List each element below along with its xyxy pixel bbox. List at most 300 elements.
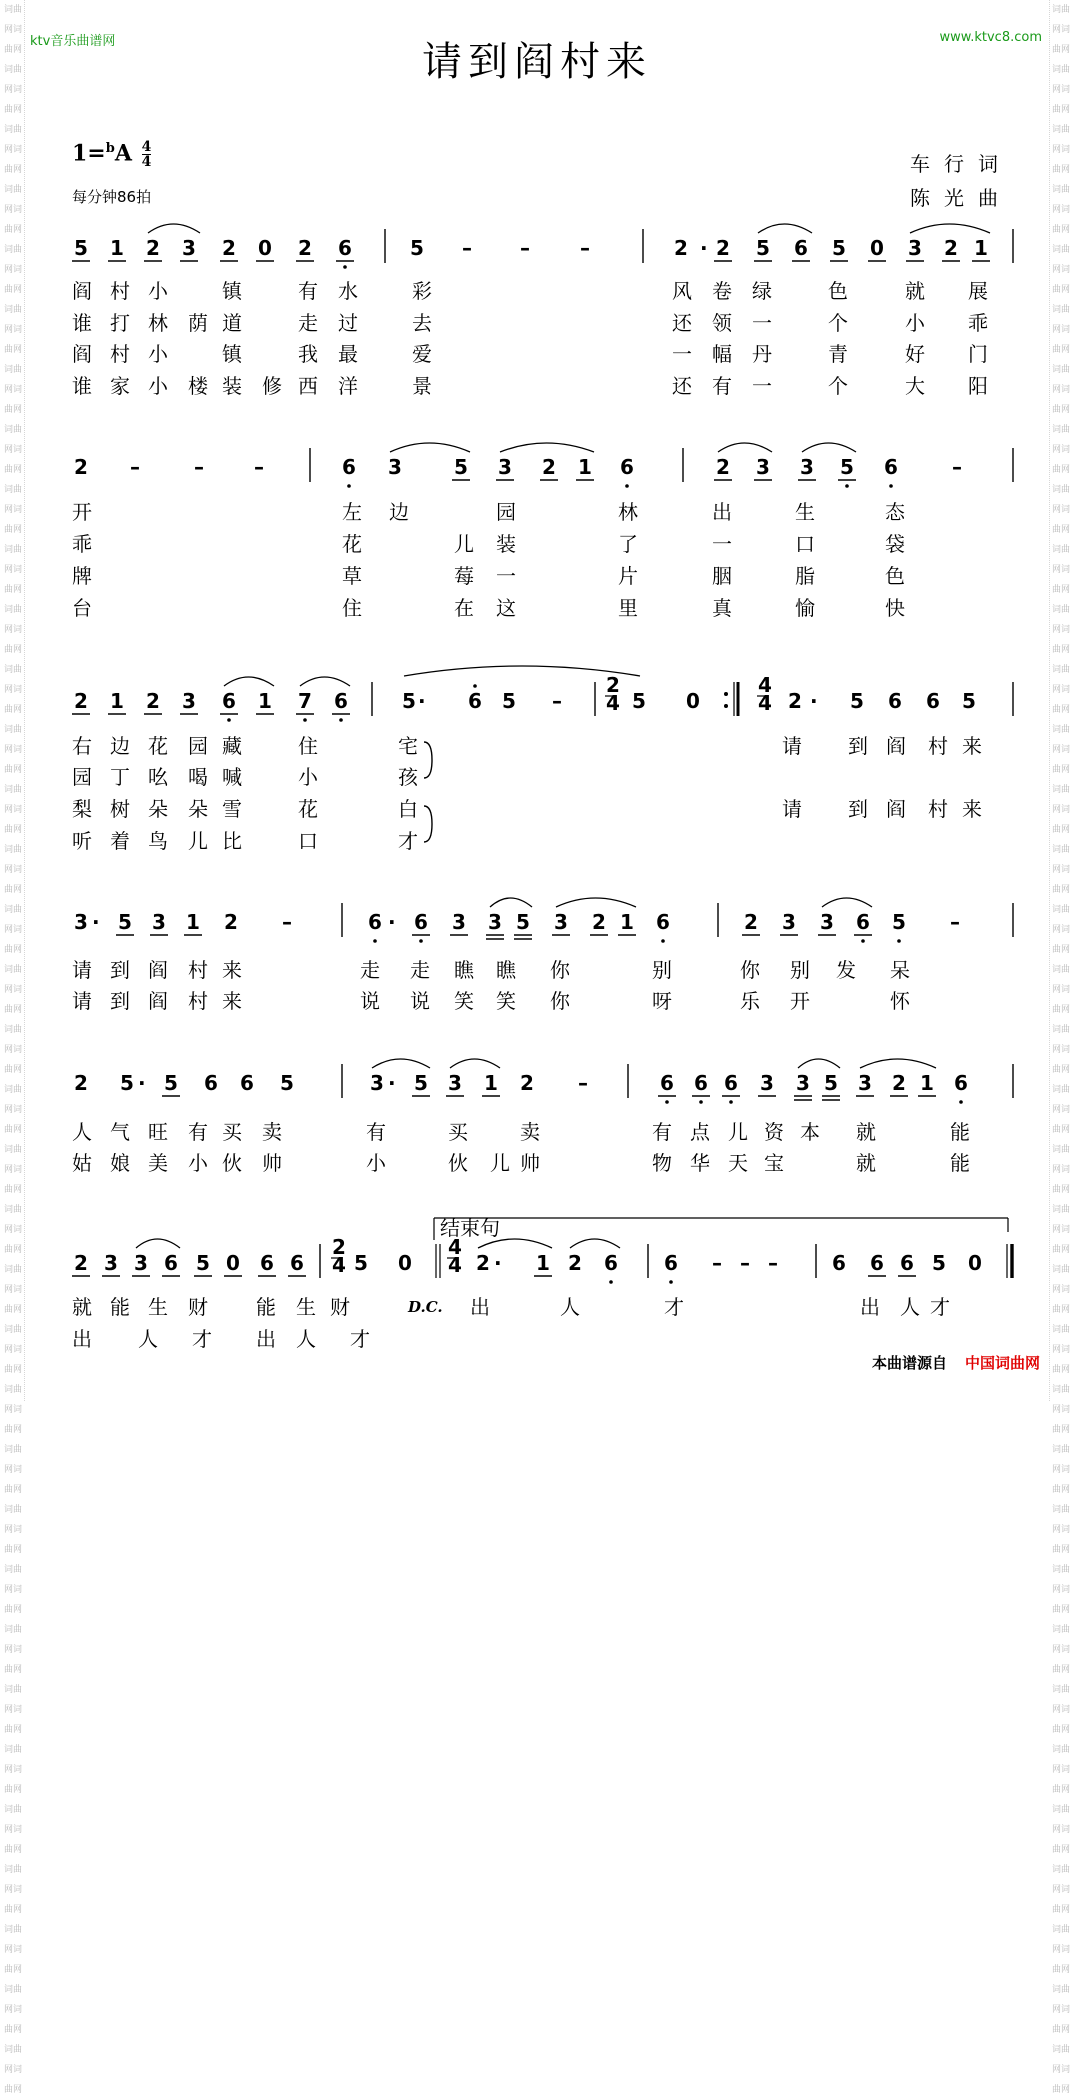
lyric-char: 喝 [188, 765, 208, 789]
note: 6 [900, 1251, 914, 1275]
lyrics-layer [72, 279, 988, 1351]
lyric-char: 朵 [148, 797, 168, 821]
lyric-char: 人 [900, 1295, 920, 1319]
lyric-char: 点 [690, 1120, 710, 1144]
lyric-char: 胭 [712, 564, 732, 588]
lyric-char: 装 [496, 532, 516, 556]
lyric-char: 才 [930, 1295, 950, 1319]
lyric-char: 阎 [72, 279, 92, 303]
lyric-char: 丹 [752, 342, 772, 366]
lyric-char: 瞧 [496, 958, 516, 982]
note: 6 [368, 910, 382, 934]
lyric-char: 口 [298, 829, 318, 853]
note: 2 [520, 1071, 534, 1095]
lyric-char: 谁 [72, 311, 92, 335]
lyric-char: 听 [72, 829, 92, 853]
lyric-char: 呀 [652, 989, 672, 1013]
lyric-char: 华 [690, 1151, 710, 1175]
lyric-char: 请 [72, 989, 92, 1013]
lyric-char: 打 [110, 311, 130, 335]
dash-rest: – [578, 1071, 588, 1095]
note: 3 [554, 910, 568, 934]
note: 5 [892, 910, 906, 934]
time-sig-change-top: 4 [448, 1235, 462, 1259]
lyricist-credit: 车行词 [910, 152, 1012, 176]
dash-rest: – [580, 236, 590, 260]
time-sig-bottom: 4 [141, 154, 152, 170]
lyric-char: 吆 [148, 765, 168, 789]
lyric-char: 发 [836, 958, 856, 982]
lyric-char: 林 [618, 500, 638, 524]
lyric-char: 片 [618, 564, 638, 588]
lyric-char: 花 [298, 797, 318, 821]
lyric-char: 水 [338, 279, 358, 303]
note: 3 [756, 455, 770, 479]
lyric-char: 莓 [454, 564, 474, 588]
octave-dot [729, 1100, 733, 1104]
repeat-dot [724, 704, 728, 708]
octave-dot [347, 484, 351, 488]
lyric-char: 还 [672, 311, 692, 335]
dc-marking: D.C. [408, 1298, 443, 1316]
time-sig-change-bottom: 4 [332, 1253, 346, 1277]
lyric-char: 一 [496, 564, 516, 588]
lyric-char: 门 [968, 342, 988, 366]
lyric-char: 这 [496, 596, 516, 620]
lyric-char: 呆 [890, 958, 910, 982]
lyric-char: 镇 [222, 342, 242, 366]
lyric-char: 怀 [890, 989, 910, 1013]
lyric-char: 卖 [520, 1120, 540, 1144]
lyric-char: 幅 [712, 342, 732, 366]
lyric-char: 就 [856, 1151, 876, 1175]
note: 3 [858, 1071, 872, 1095]
note: 6 [204, 1071, 218, 1095]
note: 3 [182, 236, 196, 260]
lyric-char: 有 [712, 374, 732, 398]
lyric-char: 村 [110, 342, 130, 366]
augmentation-dot: · [700, 236, 708, 260]
note: 5 [454, 455, 468, 479]
lyric-char: 乖 [72, 532, 92, 556]
lyric-char: 风 [672, 279, 692, 303]
lyric-char: 才 [350, 1327, 370, 1351]
lyric-char: 小 [188, 1151, 208, 1175]
note: 2 [716, 455, 730, 479]
note: 6 [832, 1251, 846, 1275]
note: 6 [694, 1071, 708, 1095]
lyric-char: 口 [795, 532, 815, 556]
lyric-char: 展 [968, 279, 988, 303]
lyric-bracket [424, 742, 432, 778]
augmentation-dot: · [494, 1251, 502, 1275]
lyric-char: 来 [962, 734, 982, 758]
note: 6 [338, 236, 352, 260]
note: 2 [74, 689, 88, 713]
tie-slur [478, 1239, 552, 1248]
note: 2 [674, 236, 688, 260]
note: 3 [452, 910, 466, 934]
note: 3 [388, 455, 402, 479]
lyric-char: 彩 [412, 279, 432, 303]
lyric-char: 去 [412, 311, 432, 335]
lyric-char: 人 [296, 1327, 316, 1351]
note: 6 [660, 1071, 674, 1095]
lyric-char: 一 [752, 374, 772, 398]
lyric-char: 着 [110, 829, 130, 853]
lyric-char: 就 [905, 279, 925, 303]
lyric-char: 一 [672, 342, 692, 366]
dash-rest: – [520, 236, 530, 260]
ending-label: 结束句 [440, 1216, 500, 1240]
time-sig-top: 4 [141, 139, 152, 155]
lyric-char: 儿 [454, 532, 474, 556]
lyric-char: 住 [298, 734, 318, 758]
augmentation-dot: · [92, 910, 100, 934]
lyric-char: 宅 [398, 734, 418, 758]
lyric-char: 来 [222, 958, 242, 982]
lyric-bracket [424, 806, 432, 842]
lyric-char: 来 [962, 797, 982, 821]
lyric-char: 白 [398, 797, 418, 821]
dash-rest: – [462, 236, 472, 260]
note: 0 [258, 236, 272, 260]
lyric-char: 台 [72, 596, 92, 620]
octave-dot [889, 484, 893, 488]
lyric-char: 花 [342, 532, 362, 556]
lyric-char: 喊 [222, 765, 242, 789]
note: 6 [954, 1071, 968, 1095]
dash-rest: – [194, 455, 204, 479]
time-sig-change-bottom: 4 [606, 691, 620, 715]
note: 2 [74, 1071, 88, 1095]
lyric-char: 住 [342, 596, 362, 620]
note: 6 [926, 689, 940, 713]
lyric-char: 荫 [188, 311, 208, 335]
lyric-char: 阎 [886, 797, 906, 821]
note: 5 [354, 1251, 368, 1275]
lyric-char: 到 [110, 989, 130, 1013]
note: 3 [796, 1071, 810, 1095]
key-prefix: 1= [72, 140, 106, 167]
lyric-char: 还 [672, 374, 692, 398]
lyric-char: 小 [148, 342, 168, 366]
lyric-char: 走 [298, 311, 318, 335]
tie-slur [910, 224, 990, 233]
time-sig-change-bottom: 4 [448, 1253, 462, 1277]
lyric-char: 才 [398, 829, 418, 853]
note: 2 [944, 236, 958, 260]
dash-rest: – [952, 455, 962, 479]
octave-dot [897, 939, 901, 943]
lyric-char: 小 [366, 1151, 386, 1175]
note: 5 [120, 1071, 134, 1095]
lyric-char: 宝 [764, 1151, 784, 1175]
footer-site: 中国词曲网 [964, 1354, 1040, 1372]
lyric-char: 娘 [110, 1151, 130, 1175]
lyric-char: 能 [950, 1151, 970, 1175]
lyric-char: 生 [296, 1295, 316, 1319]
lyric-char: 才 [664, 1295, 684, 1319]
lyric-char: 园 [188, 734, 208, 758]
note: 2 [716, 236, 730, 260]
lyric-char: 态 [885, 500, 905, 524]
tie-slur [372, 1059, 430, 1068]
lyric-char: 小 [148, 374, 168, 398]
note: 3 [488, 910, 502, 934]
tie-slur [798, 1059, 840, 1068]
time-sig-change-top: 4 [758, 673, 772, 697]
right-watermark-strip: 词曲网词曲网词曲网词曲网词曲网词曲网词曲网词曲网词曲网词曲网词曲网词曲网词曲网词曲网词曲网词曲网词曲网词曲网词曲网词曲网词曲网词曲网词曲网词曲网词曲网词曲网词曲网词曲网词曲网词曲网词曲网词曲网词曲网词曲网词曲网词曲网词曲网词曲网词曲网词曲网词曲网词曲网词曲网词曲网词曲网词曲网词曲网词曲网词曲网词曲网词曲网词曲网词曲网词曲网词曲网词曲网词曲网词曲网词曲网词曲网词曲网词曲网词曲网词曲网词曲网词曲网词曲网词曲网词曲网词曲网 [1049, 0, 1072, 1401]
footer-credit [872, 1352, 1040, 1373]
lyric-char: 绿 [752, 279, 772, 303]
tie-slur [148, 224, 200, 233]
note: 1 [578, 455, 592, 479]
lyric-char: 袋 [885, 532, 905, 556]
dash-rest: – [740, 1251, 750, 1275]
lyric-char: 色 [885, 564, 905, 588]
note: 0 [870, 236, 884, 260]
lyric-char: 好 [905, 342, 925, 366]
lyric-char: 财 [188, 1295, 208, 1319]
augmentation-dot: · [418, 689, 426, 713]
note: 5 [410, 236, 424, 260]
note: 6 [334, 689, 348, 713]
lyric-char: 美 [148, 1151, 168, 1175]
lyric-char: 快 [885, 596, 905, 620]
lyric-char: 草 [342, 564, 362, 588]
lyric-char: 财 [330, 1295, 350, 1319]
lyric-char: 能 [110, 1295, 130, 1319]
lyric-char: 村 [110, 279, 130, 303]
left-watermark-strip: 词曲网词曲网词曲网词曲网词曲网词曲网词曲网词曲网词曲网词曲网词曲网词曲网词曲网词曲网词曲网词曲网词曲网词曲网词曲网词曲网词曲网词曲网词曲网词曲网词曲网词曲网词曲网词曲网词曲网词曲网词曲网词曲网词曲网词曲网词曲网词曲网词曲网词曲网词曲网词曲网词曲网词曲网词曲网词曲网词曲网词曲网词曲网词曲网词曲网词曲网词曲网词曲网词曲网词曲网词曲网词曲网词曲网词曲网词曲网词曲网词曲网词曲网词曲网词曲网词曲网词曲网词曲网词曲网词曲网词曲网 [2, 0, 25, 1401]
lyric-char: 出 [860, 1295, 880, 1319]
lyric-char: 开 [72, 500, 92, 524]
lyric-char: 本 [800, 1120, 820, 1144]
lyric-char: 村 [188, 989, 208, 1013]
note: 6 [468, 689, 482, 713]
long-slur [404, 666, 640, 676]
note: 3 [104, 1251, 118, 1275]
time-sig-change-bottom: 4 [758, 691, 772, 715]
dash-rest: – [130, 455, 140, 479]
lyric-char: 右 [72, 734, 92, 758]
note: 0 [398, 1251, 412, 1275]
lyric-char: 边 [110, 734, 130, 758]
note: 6 [342, 455, 356, 479]
lyric-char: 花 [148, 734, 168, 758]
note: 6 [656, 910, 670, 934]
lyric-char: 物 [652, 1151, 672, 1175]
note: 6 [664, 1251, 678, 1275]
lyric-char: 梨 [72, 797, 92, 821]
lyric-char: 个 [828, 374, 848, 398]
lyric-char: 阎 [148, 958, 168, 982]
lyric-char: 丁 [110, 765, 130, 789]
song-title: 请到阎村来 [422, 39, 652, 85]
lyric-char: 一 [752, 311, 772, 335]
lyric-char: 请 [782, 734, 802, 758]
lyric-char: 来 [222, 989, 242, 1013]
note: 2 [892, 1071, 906, 1095]
key-note: A [114, 140, 132, 167]
tie-slur [390, 443, 470, 452]
note: 6 [794, 236, 808, 260]
note: 2 [222, 236, 236, 260]
lyric-char: 你 [550, 958, 570, 982]
note: 5 [516, 910, 530, 934]
octave-dot [625, 484, 629, 488]
lyric-char: 过 [338, 311, 358, 335]
note: 2 [146, 236, 160, 260]
augmentation-dot: · [810, 689, 818, 713]
lyric-char: 有 [188, 1120, 208, 1144]
lyric-char: 请 [782, 797, 802, 821]
octave-dot [419, 939, 423, 943]
dash-rest: – [552, 689, 562, 713]
time-sig-change-top: 2 [606, 673, 620, 697]
augmentation-dot: · [138, 1071, 146, 1095]
note: 0 [968, 1251, 982, 1275]
lyric-char: 到 [848, 734, 868, 758]
note: 5 [164, 1071, 178, 1095]
octave-dot [339, 718, 343, 722]
lyric-char: 阎 [72, 342, 92, 366]
octave-dot [669, 1280, 673, 1284]
dash-rest: – [768, 1251, 778, 1275]
lyric-char: 个 [828, 311, 848, 335]
octave-dot [959, 1100, 963, 1104]
lyric-char: 走 [360, 958, 380, 982]
augmentation-dot: · [388, 910, 396, 934]
note: 2 [542, 455, 556, 479]
note: 3 [182, 689, 196, 713]
lyric-char: 有 [298, 279, 318, 303]
note: 1 [186, 910, 200, 934]
tie-slur [450, 1059, 500, 1068]
lyric-char: 伙 [448, 1151, 468, 1175]
note: 2 [568, 1251, 582, 1275]
lyric-char: 小 [905, 311, 925, 335]
note: 3 [908, 236, 922, 260]
lyric-char: 帅 [520, 1151, 540, 1175]
note: 6 [222, 689, 236, 713]
lyric-char: 儿 [188, 829, 208, 853]
tempo-marking: 每分钟86拍 [72, 188, 152, 206]
lyric-char: 有 [366, 1120, 386, 1144]
lyric-char: 最 [338, 342, 358, 366]
lyric-char: 出 [712, 500, 732, 524]
lyric-char: 别 [652, 958, 672, 982]
octave-dot [845, 484, 849, 488]
lyric-char: 出 [470, 1295, 490, 1319]
lyric-char: 树 [110, 797, 130, 821]
composer-credit: 陈光曲 [910, 186, 1012, 210]
note: 1 [484, 1071, 498, 1095]
note: 5 [502, 689, 516, 713]
tie-slur [300, 677, 350, 686]
lyric-char: 阎 [148, 989, 168, 1013]
lyric-char: 一 [712, 532, 732, 556]
note: 6 [870, 1251, 884, 1275]
lyric-char: 出 [256, 1327, 276, 1351]
lyric-char: 镇 [222, 279, 242, 303]
tie-slur [490, 898, 532, 907]
lyric-char: 请 [72, 958, 92, 982]
lyric-char: 就 [72, 1295, 92, 1319]
lyric-char: 买 [448, 1120, 468, 1144]
note: 1 [920, 1071, 934, 1095]
tie-slur [822, 898, 872, 907]
source-label-right: www.ktvc8.com [939, 30, 1042, 45]
note: 6 [884, 455, 898, 479]
note: 6 [888, 689, 902, 713]
lyric-char: 雪 [222, 797, 242, 821]
tie-slur [500, 443, 594, 452]
lyric-char: 村 [188, 958, 208, 982]
note: 5 [280, 1071, 294, 1095]
lyric-char: 能 [256, 1295, 276, 1319]
flat-sign: b [105, 141, 115, 157]
note: 6 [290, 1251, 304, 1275]
lyric-char: 了 [618, 532, 638, 556]
lyric-char: 人 [560, 1295, 580, 1319]
note: 2 [224, 910, 238, 934]
note: 1 [110, 689, 124, 713]
lyric-char: 脂 [795, 564, 815, 588]
note: 5 [74, 236, 88, 260]
note: 6 [414, 910, 428, 934]
note: 5 [756, 236, 770, 260]
note: 5 [402, 689, 416, 713]
lyric-char: 笑 [496, 989, 516, 1013]
note: 0 [686, 689, 700, 713]
lyric-char: 小 [148, 279, 168, 303]
lyric-char: 说 [360, 989, 380, 1013]
note: 2 [592, 910, 606, 934]
note: 1 [620, 910, 634, 934]
octave-dot [665, 1100, 669, 1104]
lyric-char: 笑 [454, 989, 474, 1013]
lyric-char: 天 [728, 1151, 748, 1175]
note: 2 [74, 1251, 88, 1275]
lyric-char: 园 [496, 500, 516, 524]
lyric-char: 帅 [262, 1151, 282, 1175]
note: 3 [760, 1071, 774, 1095]
lyric-char: 藏 [222, 734, 242, 758]
tie-slur [556, 898, 636, 907]
octave-dot [699, 1100, 703, 1104]
tie-slur [224, 677, 274, 686]
lyric-char: 乐 [740, 989, 760, 1013]
lyric-char: 儿 [728, 1120, 748, 1144]
lyric-char: 买 [222, 1120, 242, 1144]
note: 7 [298, 689, 312, 713]
lyric-char: 在 [454, 596, 474, 620]
lyric-char: 色 [828, 279, 848, 303]
octave-dot [473, 684, 477, 688]
note: 6 [164, 1251, 178, 1275]
dash-rest: – [950, 910, 960, 934]
note: 2 [476, 1251, 490, 1275]
lyric-char: 伙 [222, 1151, 242, 1175]
tie-slur [860, 1059, 936, 1068]
lyric-char: 生 [795, 500, 815, 524]
lyric-char: 牌 [72, 564, 92, 588]
lyric-char: 有 [652, 1120, 672, 1144]
tie-slur [758, 224, 812, 233]
lyric-char: 小 [298, 765, 318, 789]
